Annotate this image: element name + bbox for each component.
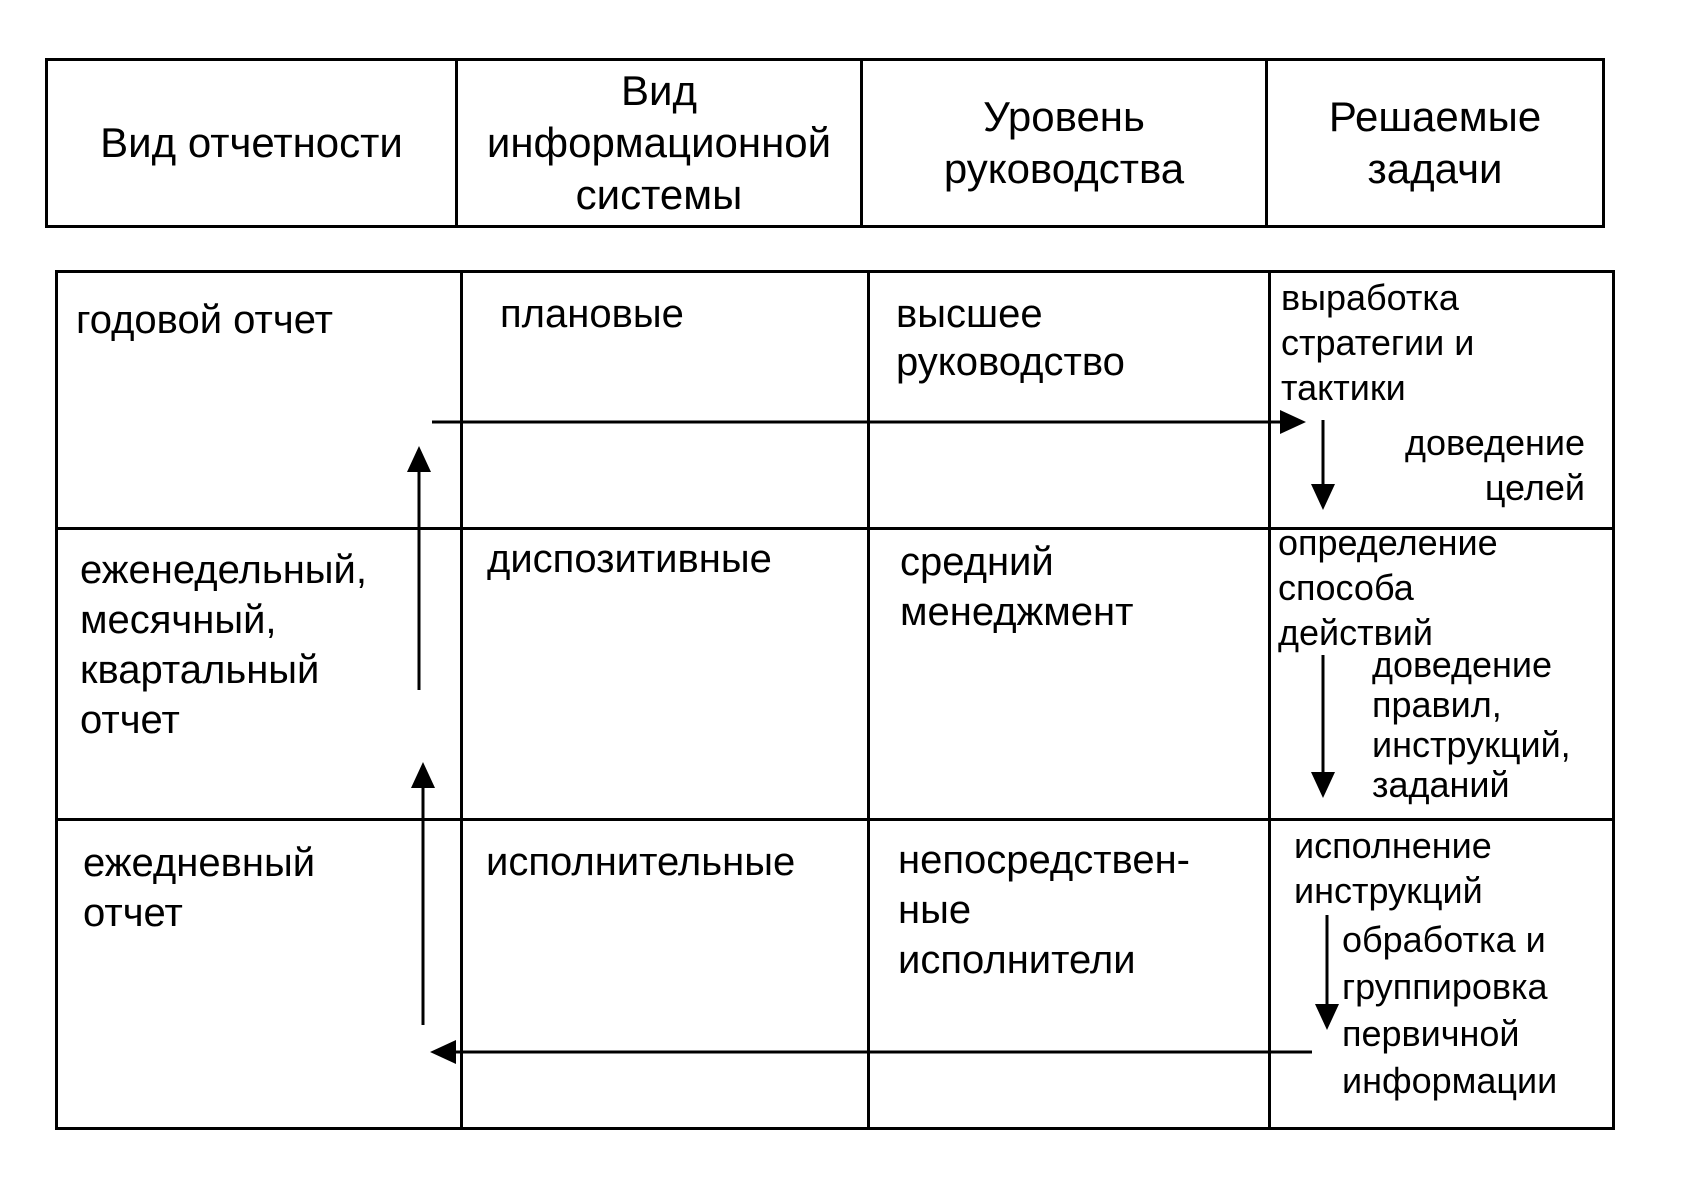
arrow-up-lower-head <box>411 762 435 788</box>
arrow-bottom-left-head <box>430 1040 456 1064</box>
task-method: определение способа действий <box>1278 522 1498 653</box>
arrow-goals-down-head <box>1311 484 1335 510</box>
row-dispositive-systems: диспозитивные <box>487 537 772 581</box>
row-middle-management: средний менеджмент <box>900 540 1134 634</box>
row-daily-report: ежедневный отчет <box>83 841 316 935</box>
header-report-type-label: Вид отчетности <box>100 119 403 166</box>
row-annual-report: годовой отчет <box>76 298 333 342</box>
arrow-top-right-head <box>1280 410 1306 434</box>
row-executive-systems: исполнительные <box>486 840 796 884</box>
row-direct-executors: непосредствен- ные исполнители <box>898 838 1190 982</box>
arrow-up-upper-head <box>407 446 431 472</box>
flow-primary-data: обработка и группировка первичной информации <box>1342 919 1558 1101</box>
flow-rules: доведение правил, инструкций, заданий <box>1372 644 1571 805</box>
header-tasks-label: Решаемые задачи <box>1328 93 1542 192</box>
row-planning-systems: плановые <box>500 292 684 336</box>
task-execution: исполнение инструкций <box>1294 825 1492 911</box>
header-management-level-label: Уровень руководства <box>943 93 1185 192</box>
task-strategy: выработка стратегии и тактики <box>1281 277 1475 408</box>
header-system-type-label: Вид информационной системы <box>486 67 832 218</box>
arrow-rules-down-head <box>1311 772 1335 798</box>
flow-goals: доведение целей <box>1404 422 1585 508</box>
row-periodic-report: еженедельный, месячный, квартальный отчет <box>80 548 367 742</box>
row-top-management: высшее руководство <box>896 292 1125 384</box>
arrow-primary-down-head <box>1315 1004 1339 1030</box>
